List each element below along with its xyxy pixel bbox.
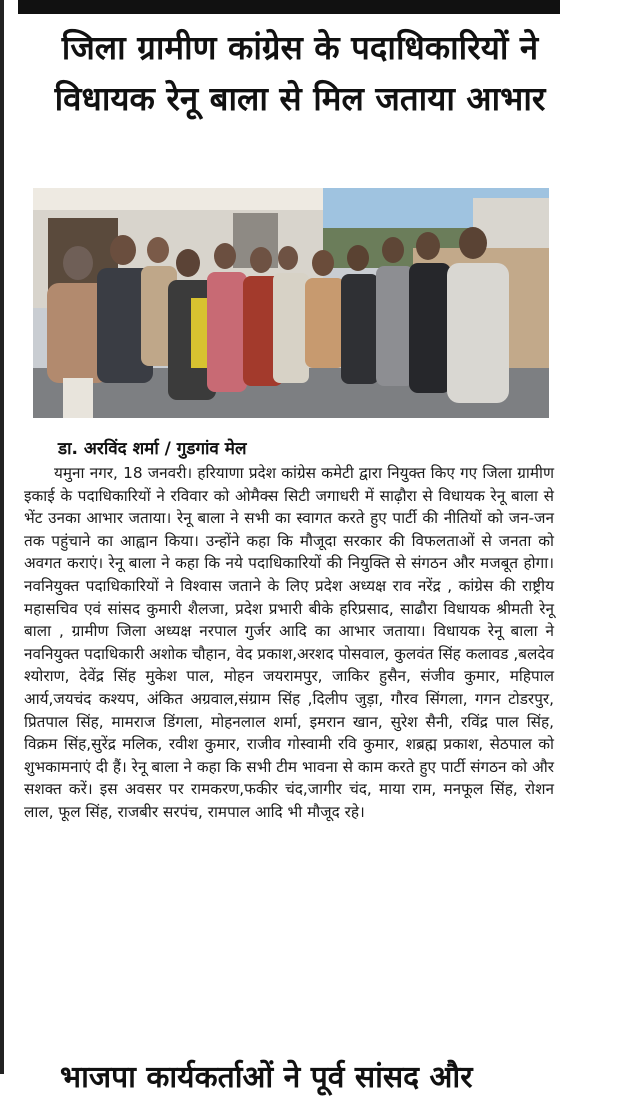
top-header-bar bbox=[18, 0, 560, 14]
next-article-headline bbox=[60, 1058, 540, 1095]
group-photo bbox=[33, 188, 549, 418]
article-paragraph: यमुना नगर, 18 जनवरी। हरियाणा प्रदेश कांग्रेस कमेटी द्वारा नियुक्त किए गए जिला ग्रामीण इकाई के पदाधिकारियों ने रविवार को ओमैक्स सिटी जगाधरी में साढ़ौरा से विधायक रेनू बाला से भेंट उनका आभार जताया। रेनू बाला ने सभी का स्वागत करते हुए पार्टी की नीतियों को जन-जन तक पहुंचाने का आह्वान किया। उन्होंने कहा कि मौजूदा सरकार की विफलताओं से जनता को अवगत कराएं। रेनू बाला ने कहा कि नये पदाधिकारियों की नियुक्ति से संगठन और मजबूत होगा। नवनियुक्त पदाधिकारियों ने विश्वास जताने के लिए प्रदेश अध्यक्ष राव नरेंद्र , कांग्रेस की राष्ट्रीय महासचिव एवं सांसद कुमारी शैलजा, प्रदेश प्रभारी बीके हरिप्रसाद, साढौरा विधायक श्रीमती रेनू बाला , ग्रामीण जिला अध्यक्ष नरपाल गुर्जर आदि का आभार जताया। विधायक रेनू बाला ने नवनियुक्त पदाधिकारी अशोक चौहान, वेद प्रकाश,अरशद पोसवाल, कुलवंत सिंह कलावड ,बलदेव श्योराण, देवेंद्र सिंह मुकेश पाल, मोहन जयरामपुर, जाकिर हुसैन, संजीव कुमार, महिपाल आर्य,जयचंद कश्यप, अंकित अग्रवाल,संग्राम सिंह ,दिलीप जुड़ा, गौरव सिंगला, गगन टोडरपुर, प्रितपाल सिंह, मामराज डिंगला, मोहनलाल शर्मा, इमरान खान, सुरेश सैनी, रविंद्र पाल सिंह, विक्रम सिंह,सुरेंद्र मलिक, रवीश कुमार, राजीव गोस्वामी रवि कुमार, शब्रह्म प्रकाश, सेठपाल को शुभकामनाएं दी हैं। रेनू बाला ने कहा कि सभी टीम भावना से काम करते हुए पार्टी संगठन को और सशक्त करें। इस अवसर पर रामकरण,फकीर चंद,जागीर चंद, माया राम, मनफूल सिंह, रोशन लाल, फूल सिंह, राजबीर सरपंच, रामपाल आदि भी मौजूद रहे। bbox=[24, 464, 554, 821]
column-rule bbox=[0, 0, 4, 1074]
article-byline: डा. अरविंद शर्मा / गुडगांव मेल bbox=[58, 439, 247, 459]
next-article-headline-text: भाजपा कार्यकर्ताओं ने पूर्व सांसद और bbox=[60, 1060, 473, 1095]
article-headline: जिला ग्रामीण कांग्रेस के पदाधिकारियों ने विधायक रेनू बाला से मिल जताया आभार bbox=[54, 28, 546, 118]
article-body bbox=[24, 462, 554, 824]
